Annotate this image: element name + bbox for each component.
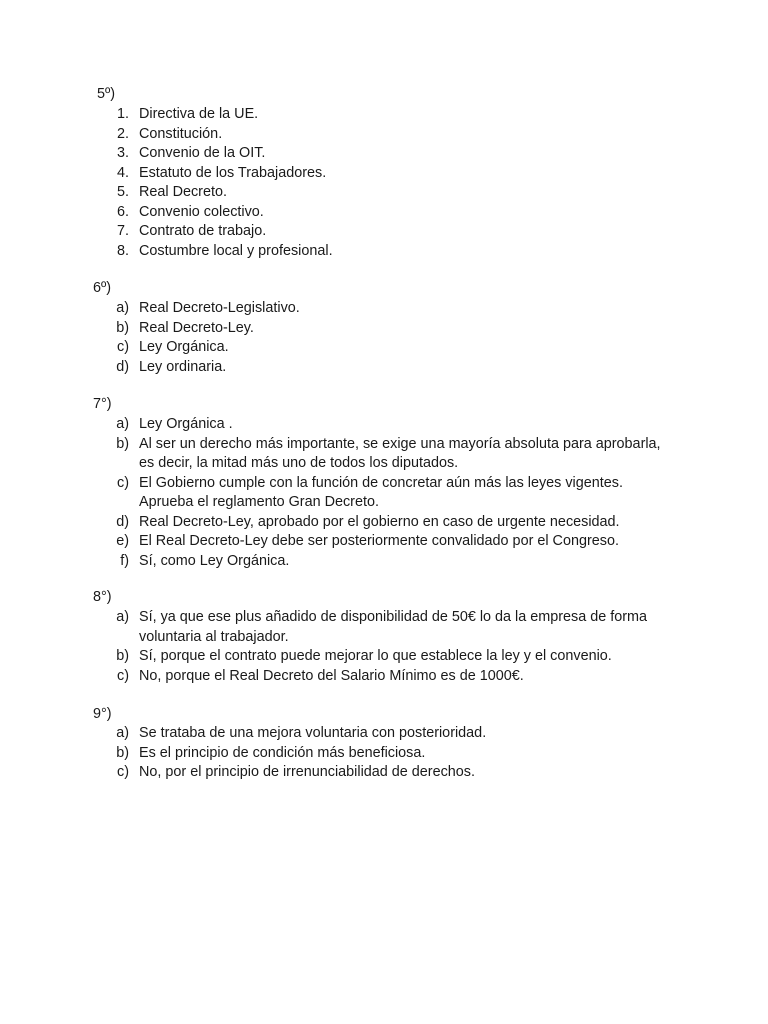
list-item-text: Contrato de trabajo.: [139, 223, 267, 239]
section-heading: 9°): [93, 706, 112, 722]
list-marker: 5.: [116, 184, 129, 200]
section-heading: 7°): [93, 396, 112, 412]
section-heading: 8°): [93, 589, 112, 605]
list-item-text: Directiva de la UE.: [139, 106, 259, 122]
list-marker: e): [116, 533, 129, 549]
list-marker: 2.: [116, 125, 129, 142]
list-item-text: Real Decreto.: [139, 184, 227, 200]
list-marker: b): [116, 319, 129, 336]
list-item-text: No, porque el Real Decreto del Salario Mínimo es de 1000€.: [139, 667, 524, 684]
list-item-text: Ley Orgánica .: [139, 416, 233, 432]
list-marker: d): [116, 358, 129, 375]
list-item-text: Sí, ya que ese plus añadido de disponibilidad de 50€ lo da la empresa de forma voluntaria al trabajador.: [139, 609, 648, 645]
list-item-text: El Real Decreto-Ley debe ser posteriormente convalidado por el Congreso.: [139, 533, 619, 549]
list-marker: 3.: [116, 145, 129, 161]
list-item-text: Estatuto de los Trabajadores.: [139, 164, 327, 181]
list-item-text: Convenio colectivo.: [139, 203, 264, 220]
list-item-text: Ley ordinaria.: [139, 358, 227, 375]
list-item-text: Real Decreto-Ley, aprobado por el gobierno en caso de urgente necesidad.: [139, 513, 620, 530]
list-item-text: Es el principio de condición más beneficiosa.: [139, 744, 426, 761]
list-marker: c): [117, 339, 129, 355]
list-marker: a): [116, 725, 129, 741]
list-item-text: Real Decreto-Legislativo.: [139, 300, 300, 316]
list-marker: b): [116, 648, 129, 664]
list-item-text: Convenio de la OIT.: [139, 145, 266, 161]
list-item-text: Ley Orgánica.: [139, 339, 229, 355]
list-marker: 8.: [116, 242, 129, 259]
list-item-text: Real Decreto-Ley.: [139, 319, 254, 336]
list-marker: b): [116, 744, 129, 761]
list-marker: a): [116, 416, 129, 432]
list-item-text: Sí, como Ley Orgánica.: [139, 552, 290, 569]
list-marker: b): [116, 435, 129, 452]
list-marker: c): [117, 474, 129, 491]
list-marker: a): [116, 300, 129, 316]
list-item-text: El Gobierno cumple con la función de concretar aún más las leyes vigentes. Aprueba el reglamento Gran Decreto.: [139, 474, 623, 510]
list-marker: c): [117, 667, 129, 684]
list-marker: 7.: [116, 223, 129, 239]
list-marker: 6.: [116, 203, 129, 220]
list-marker: d): [116, 513, 129, 530]
list-item-text: Sí, porque el contrato puede mejorar lo que establece la ley y el convenio.: [139, 648, 612, 664]
list-item-text: Se trataba de una mejora voluntaria con posterioridad.: [139, 725, 487, 741]
section-heading: 6º): [93, 280, 112, 296]
list-item-text: Costumbre local y profesional.: [139, 242, 333, 259]
list-marker: f): [120, 552, 129, 569]
list-marker: 1.: [116, 106, 129, 122]
list-item-text: Constitución.: [139, 125, 223, 142]
list-marker: 4.: [116, 164, 129, 181]
list-item-text: Al ser un derecho más importante, se exige una mayoría absoluta para aprobarla, es decir, la mitad más uno de todos los diputados.: [139, 435, 661, 471]
list-marker: a): [116, 609, 129, 625]
list-item-text: No, por el principio de irrenunciabilidad de derechos.: [139, 764, 475, 780]
section-heading: 5º): [97, 86, 116, 102]
list-marker: c): [117, 764, 129, 780]
